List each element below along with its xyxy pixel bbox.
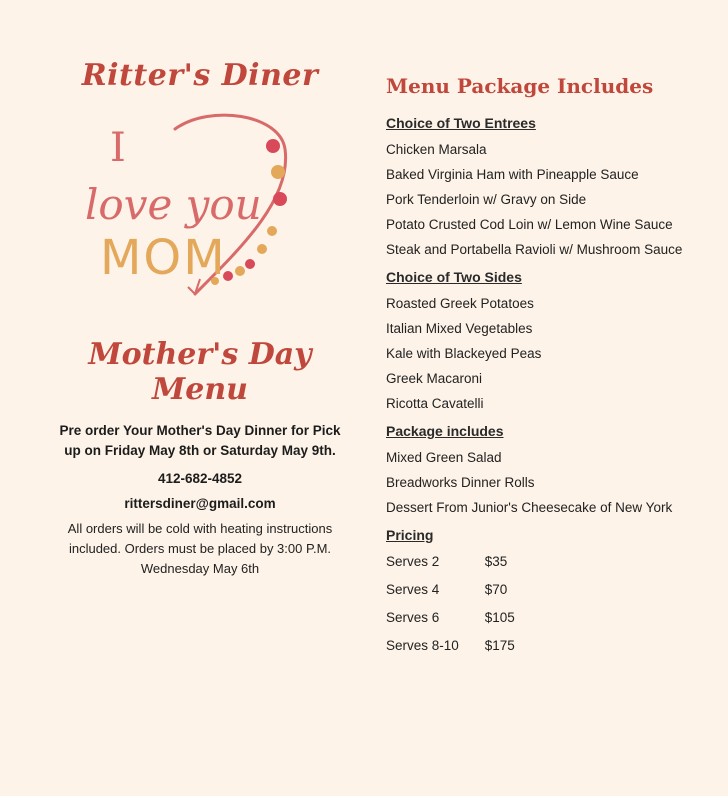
menu-package-title: Menu Package Includes: [386, 74, 654, 98]
left-column: [40, 50, 360, 579]
pricing-row: [386, 576, 686, 604]
serves-label: Serves 2: [386, 554, 440, 569]
package-item: Mixed Green Salad: [386, 450, 502, 465]
side-item: Roasted Greek Potatoes: [386, 296, 534, 311]
mom-text: MOM: [100, 230, 227, 286]
side-item: Greek Macaroni: [386, 371, 483, 386]
love-you-text: love you: [85, 180, 262, 229]
serves-label: Serves 4: [386, 582, 440, 597]
side-item: Ricotta Cavatelli: [386, 396, 484, 411]
pricing-row: [386, 604, 686, 632]
price-value: $175: [484, 638, 515, 653]
package-heading: Package includes: [386, 423, 504, 439]
serves-label: Serves 6: [386, 610, 440, 625]
entree-item: Pork Tenderloin w/ Gravy on Side: [386, 192, 587, 207]
side-item: Italian Mixed Vegetables: [386, 321, 533, 336]
pricing-list: [386, 548, 686, 660]
sides-heading: Choice of Two Sides: [386, 269, 522, 285]
entree-item: Baked Virginia Ham with Pineapple Sauce: [386, 167, 639, 182]
price-value: $70: [484, 582, 508, 597]
order-note: All orders will be cold with heating instructions included. Orders must be placed by 3:00 P.M. Wednesday May 6th: [67, 521, 333, 576]
price-value: $35: [484, 554, 508, 569]
pricing-row: [386, 632, 686, 660]
pricing-heading: Pricing: [386, 527, 434, 543]
serves-label: Serves 8-10: [386, 638, 459, 653]
entree-item: Chicken Marsala: [386, 142, 487, 157]
price-value: $105: [484, 610, 515, 625]
heart-icon: [80, 109, 320, 309]
right-column: [386, 74, 686, 660]
phone-number: 412-682-4852: [157, 471, 243, 486]
package-item: Dessert From Junior's Cheesecake of New York: [386, 500, 673, 515]
entrees-heading: Choice of Two Entrees: [386, 115, 536, 131]
preorder-text: Pre order Your Mother's Day Dinner for Pick up on Friday May 8th or Saturday May 9th.: [59, 423, 341, 458]
entree-item: Steak and Portabella Ravioli w/ Mushroom Sauce: [386, 242, 683, 257]
side-item: Kale with Blackeyed Peas: [386, 346, 542, 361]
mothers-day-menu-title: Mother's Day Menu: [88, 337, 312, 407]
love-you-mom-heart-art: [80, 109, 320, 309]
email-address: rittersdiner@gmail.com: [124, 496, 276, 511]
package-item: Breadworks Dinner Rolls: [386, 475, 535, 490]
svg-text:I: I: [110, 125, 126, 171]
pricing-row: [386, 548, 686, 576]
entree-item: Potato Crusted Cod Loin w/ Lemon Wine Sauce: [386, 217, 673, 232]
diner-name: Ritter's Diner: [81, 58, 319, 93]
